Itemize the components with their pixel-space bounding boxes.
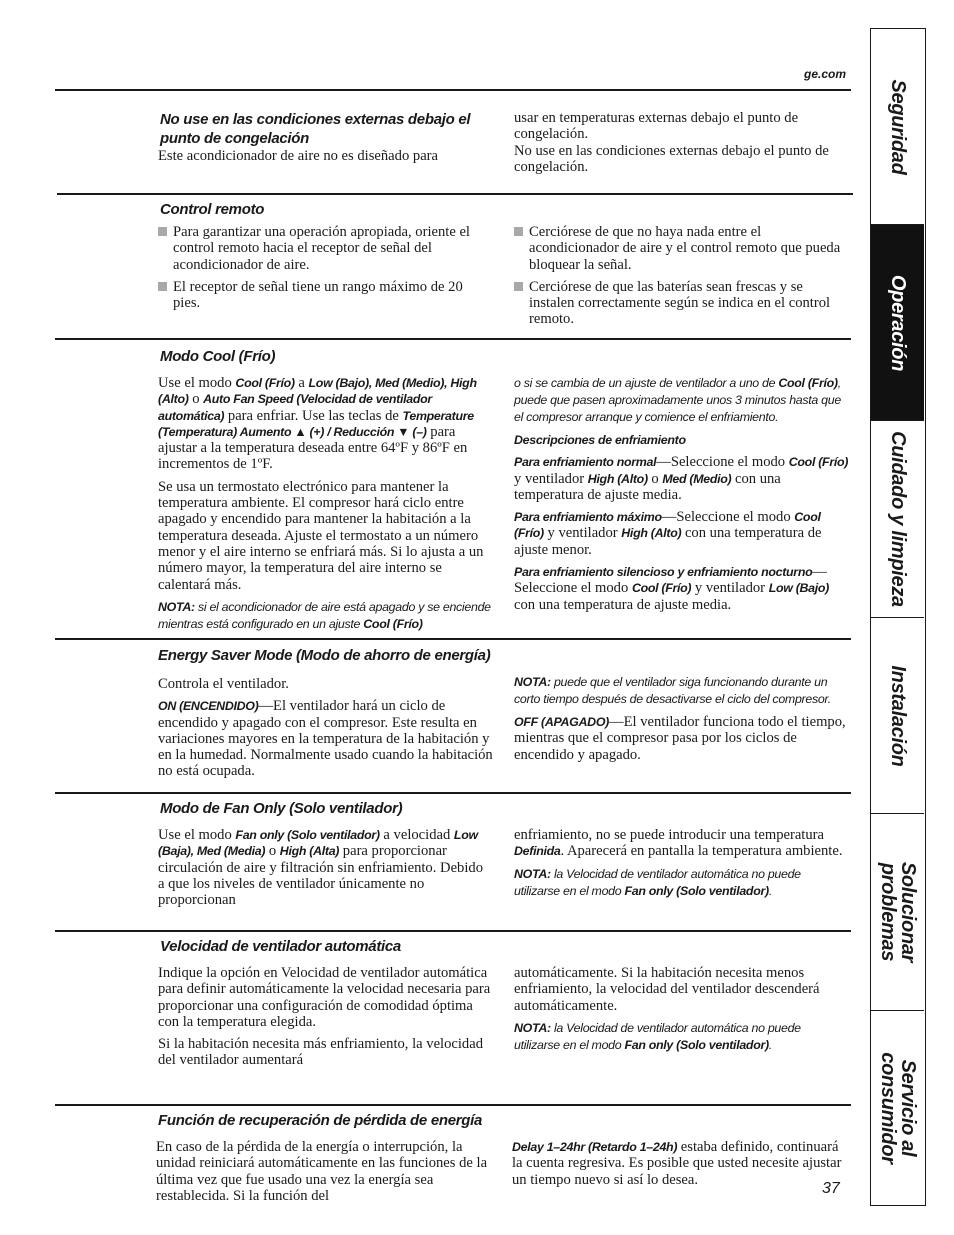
paragraph: OFF (APAGADO)—El ventilador funciona todo el tiempo, mientras que el compresor pasa por los ciclos de encendido y apagado. <box>514 714 846 763</box>
bullet-item: El receptor de señal tiene un rango máximo de 20 pies. <box>158 279 493 312</box>
note: o si se cambia de un ajuste de ventilador a uno de Cool (Frío), puede que pasen aproximadamente unos 3 minutos hasta que el compresor arranque y comience el enfriamiento. <box>514 376 841 424</box>
paragraph: automáticamente. Si la habitación necesita menos enfriamiento, la velocidad del ventilador descenderá automáticamente. <box>514 965 820 1014</box>
paragraph: En caso de la pérdida de la energía o interrupción, la unidad reiniciará automáticamente en las funciones de la última vez que fue usado una vez la energía sea restablecida. Si la función del <box>156 1139 488 1204</box>
paragraph: Use el modo Cool (Frío) a Low (Bajo), Med (Medio), High (Alto) o Auto Fan Speed (Velocidad de ventilador automática) para enfriar. Use las teclas de Temperature (Temperatura) Aumento ▲ (+) / Reducción ▼ (–) para ajustar a la temperatura deseada entre 64ºF y 86ºF en incrementos de 1ºF. <box>158 375 477 473</box>
bullet-square-icon <box>514 227 523 236</box>
note: NOTA: puede que el ventilador siga funcionando durante un corto tiempo después de desactivarse el ciclo del compresor. <box>514 675 831 706</box>
section-freezing <box>158 110 850 181</box>
side-tab-bar <box>870 28 926 1206</box>
section-title: Velocidad de ventilador automática <box>160 938 401 955</box>
section-auto-fan <box>158 938 850 1075</box>
section-title: No use en las condiciones externas debajo el punto de congelación <box>160 111 471 147</box>
note: NOTA: si el acondicionador de aire está apagado y se enciende mientras está configurado en un ajuste Cool (Frío) <box>158 599 491 631</box>
paragraph: No use en las condiciones externas debajo el punto de congelación. <box>514 142 829 175</box>
paragraph: Para enfriamiento máximo—Seleccione el modo Cool (Frío) y ventilador High (Alto) con una temperatura de ajuste menor. <box>514 509 822 558</box>
paragraph: Indique la opción en Velocidad de ventilador automática para definir automáticamente la velocidad necesaria para proporcionar una configuración de comodidad óptima con la temperatura elegida. <box>158 965 491 1030</box>
section-title: Modo Cool (Frío) <box>160 348 276 365</box>
site-url: ge.com <box>803 67 846 81</box>
section-cool-mode <box>158 348 850 639</box>
paragraph: Use el modo Fan only (Solo ventilador) a velocidad Low (Baja), Med (Media) o High (Alta) para proporcionar circulación de aire y filtración sin enfriamiento. Debido a que los niveles de ventilador únicamente no proporcionan <box>158 827 483 909</box>
bullet-item: Cerciórese de que no haya nada entre el acondicionador de aire y el control remoto que pueda bloquear la señal. <box>514 224 849 273</box>
section-energy-saver <box>158 647 850 786</box>
section-rule <box>55 89 851 91</box>
paragraph: Controla el ventilador. <box>158 676 289 692</box>
tab-solucionar-problemas[interactable]: Solucionar problemas <box>871 813 924 1010</box>
section-title: Control remoto <box>160 201 265 218</box>
section-rule <box>55 1104 851 1106</box>
section-remote <box>158 201 850 334</box>
page-number: 37 <box>822 1180 840 1197</box>
bullet-square-icon <box>158 282 167 291</box>
section-power-recovery <box>156 1112 848 1210</box>
paragraph: enfriamiento, no se puede introducir una temperatura Definida. Aparecerá en pantalla la temperatura ambiente. <box>514 827 843 860</box>
section-rule <box>55 930 851 932</box>
paragraph: Este acondicionador de aire no es diseñado para <box>158 148 439 164</box>
section-rule <box>55 338 851 340</box>
section-title: Energy Saver Mode (Modo de ahorro de energía) <box>158 647 491 664</box>
section-fan-only <box>158 800 850 914</box>
paragraph: Delay 1–24hr (Retardo 1–24h) estaba definido, continuará la cuenta regresiva. Es posible que usted necesite ajustar un tiempo nuevo si así lo desea. <box>512 1139 842 1188</box>
paragraph: Para enfriamiento silencioso y enfriamiento nocturno—Seleccione el modo Cool (Frío) y ventilador Low (Bajo) con una temperatura de ajuste media. <box>514 564 830 613</box>
note: NOTA: la Velocidad de ventilador automática no puede utilizarse en el modo Fan only (Solo ventilador). <box>514 1020 801 1052</box>
bullet-square-icon <box>514 282 523 291</box>
paragraph: ON (ENCENDIDO)—El ventilador hará un ciclo de encendido y apagado con el compresor. Este resulta en variaciones mayores en la temperatura de la habitación y en la humedad. Normalmente usado cuando la habitación no está ocupada. <box>158 698 493 780</box>
tab-operacion[interactable]: Operación <box>871 224 924 420</box>
section-rule <box>55 792 851 794</box>
tab-seguridad[interactable]: Seguridad <box>886 78 909 175</box>
bullet-item: Para garantizar una operación apropiada, oriente el control remoto hacia el receptor de señal del acondicionador de aire. <box>158 224 493 273</box>
section-title: Modo de Fan Only (Solo ventilador) <box>160 800 403 817</box>
section-title: Función de recuperación de pérdida de energía <box>158 1112 483 1129</box>
paragraph: Se usa un termostato electrónico para mantener la temperatura ambiente. El compresor hará ciclo entre apagado y encendido para mantener la habitación a la temperatura deseada. Ajuste el termostato a un número menor y el aire interno se enfriará más. Si lo ajusta a un número mayor, la temperatura del aire interno se calentará más. <box>158 478 484 593</box>
paragraph: Si la habitación necesita más enfriamiento, la velocidad del ventilador aumentará <box>158 1036 483 1069</box>
bullet-item: Cerciórese de que las baterías sean frescas y se instalen correctamente según se indica en el control remoto. <box>514 279 849 328</box>
note: NOTA: la Velocidad de ventilador automática no puede utilizarse en el modo Fan only (Solo ventilador). <box>514 866 801 898</box>
paragraph: Para enfriamiento normal—Seleccione el modo Cool (Frío) y ventilador High (Alto) o Med (Medio) con una temperatura de ajuste media. <box>514 454 849 503</box>
paragraph: usar en temperaturas externas debajo el punto de congelación. <box>514 110 799 143</box>
subheading: Descripciones de enfriamiento <box>514 433 686 447</box>
tab-cuidado-y-limpieza[interactable]: Cuidado y limpieza <box>871 420 924 617</box>
tab-servicio-al-consumidor[interactable]: Servicio al consumidor <box>871 1010 924 1205</box>
section-rule <box>57 193 853 195</box>
tab-instalacion[interactable]: Instalación <box>871 617 924 813</box>
bullet-square-icon <box>158 227 167 236</box>
